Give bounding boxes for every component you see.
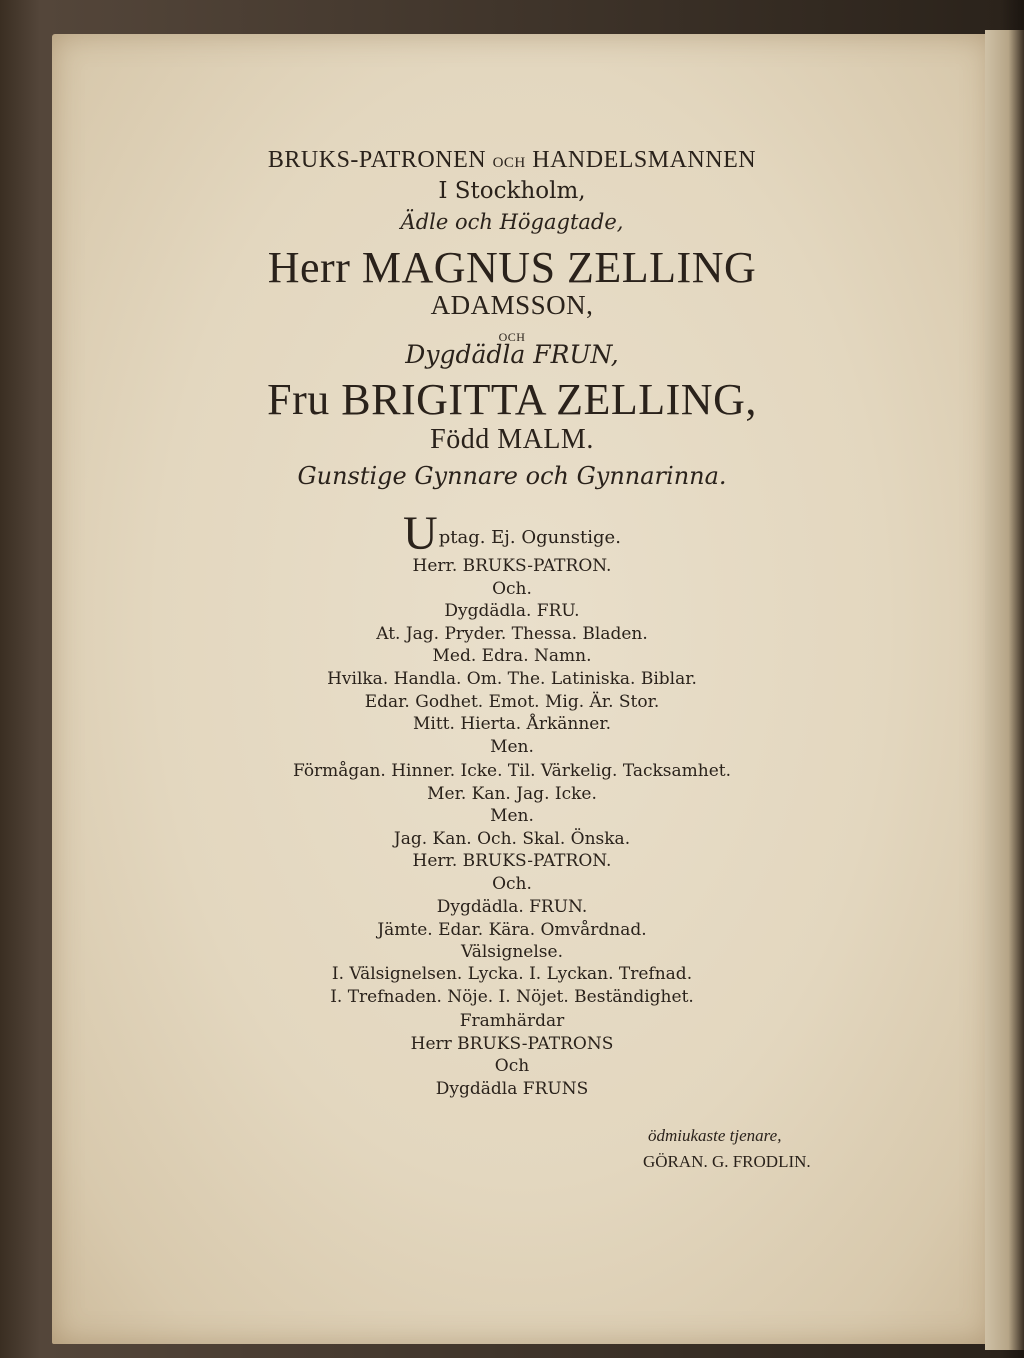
poem-line: Mer. Kan. Jag. Icke. [427, 784, 597, 804]
dedication-line-7: Dygdädla FRUN, [405, 340, 619, 369]
poem-line: Herr. BRUKS-PATRON. [412, 851, 612, 871]
poem-line: I. Välsignelsen. Lycka. I. Lyckan. Trefnad. [331, 964, 693, 984]
poem-line: Och [494, 1056, 530, 1076]
dedication-line-3: Ädle och Högagtade, [400, 210, 624, 234]
dedication-line-10: Gunstige Gynnare och Gynnarinna. [297, 462, 727, 490]
dedication-line-4: Herr MAGNUS ZELLING [267, 243, 757, 292]
drop-cap: U [403, 507, 438, 560]
poem-first-line: Uptag. Ej. Ogunstige. [403, 507, 621, 560]
dedication-line-1: BRUKS-PATRONEN OCH HANDELSMANNEN [267, 147, 757, 173]
dedication-line-5: ADAMSSON, [430, 290, 594, 320]
dedication-line-2: I Stockholm, [438, 178, 586, 204]
dedication-line-8: Fru BRIGITTA ZELLING, [267, 375, 757, 424]
dedication-line-9: Född MALM. [430, 424, 594, 455]
poem-line: Dygdädla. FRU. [444, 601, 580, 621]
poem-line: Och. [492, 579, 532, 599]
poem-line: Men. [490, 737, 534, 757]
poem-line: Dygdädla. FRUN. [436, 897, 588, 917]
signature-closing: ödmiukaste tjenare, [648, 1126, 782, 1145]
poem-line: Herr. BRUKS-PATRON. [412, 556, 612, 576]
poem-line: Framhärdar [459, 1011, 565, 1031]
poem-line: Välsignelse. [461, 942, 563, 962]
dedication-line-6: OCH [498, 330, 526, 344]
poem-line: Och. [492, 874, 532, 894]
poem-line: Jämte. Edar. Kära. Omvårdnad. [377, 920, 647, 940]
poem-line: Dygdädla FRUNS [435, 1079, 589, 1099]
poem-line: Hvilka. Handla. Om. The. Latiniska. Biblar. [327, 669, 697, 689]
poem-line: Men. [490, 806, 534, 826]
poem-line: Mitt. Hierta. Årkänner. [413, 714, 611, 734]
poem-line: Med. Edra. Namn. [432, 646, 592, 666]
poem-line: Herr BRUKS-PATRONS [410, 1034, 614, 1054]
poem-line: At. Jag. Pryder. Thessa. Bladen. [376, 624, 648, 644]
poem-line: Jag. Kan. Och. Skal. Önska. [393, 829, 631, 849]
signature-name: GÖRAN. G. FRODLIN. [643, 1152, 811, 1171]
poem-line: Edar. Godhet. Emot. Mig. Är. Stor. [364, 692, 660, 712]
poem-line: Förmågan. Hinner. Icke. Til. Värkelig. Tacksamhet. [292, 761, 732, 781]
poem-line: I. Trefnaden. Nöje. I. Nöjet. Beständighet. [330, 987, 694, 1007]
